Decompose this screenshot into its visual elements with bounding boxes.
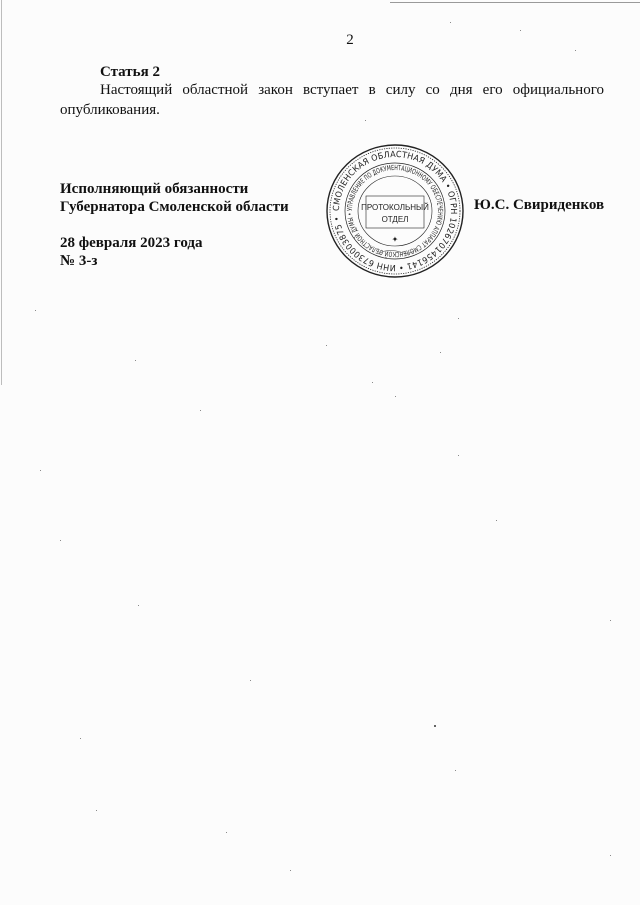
scan-speck <box>200 410 201 411</box>
scan-left-edge <box>1 0 2 385</box>
article-text: Настоящий областной закон вступает в силу со дня его официального опубликования. <box>60 82 604 118</box>
seal-star-icon: ✦ <box>391 235 399 244</box>
signer-position <box>60 180 289 216</box>
scan-speck <box>372 382 373 383</box>
scan-speck <box>575 50 576 51</box>
scan-speck <box>80 738 81 739</box>
seal-graphic <box>324 142 466 280</box>
scan-speck <box>250 680 251 681</box>
scan-speck <box>455 770 456 771</box>
signer-position-line1: Исполняющий обязанности <box>60 181 249 197</box>
scan-speck <box>365 120 366 121</box>
seal-center-line1: ПРОТОКОЛЬНЫЙ <box>361 203 429 212</box>
scan-speck <box>226 832 227 833</box>
seal-outer-text: СМОЛЕНСКАЯ ОБЛАСТНАЯ ДУМА • ОГРН 1026701456141 • ИНН 6730003875 • <box>331 149 459 273</box>
scan-speck <box>326 345 327 346</box>
scan-speck <box>458 455 459 456</box>
scan-top-edge <box>390 2 640 3</box>
scan-speck <box>40 470 41 471</box>
official-seal <box>324 142 466 280</box>
signer-position-line2: Губернатора Смоленской области <box>60 199 289 215</box>
scan-speck <box>35 310 36 311</box>
scan-speck <box>434 725 436 727</box>
scan-speck <box>96 810 97 811</box>
seal-center-line2: ОТДЕЛ <box>381 215 409 224</box>
scan-speck <box>450 22 451 23</box>
scan-speck <box>520 30 521 31</box>
scan-speck <box>135 360 136 361</box>
scan-speck <box>458 318 459 319</box>
scan-speck <box>395 396 396 397</box>
scan-speck <box>290 870 291 871</box>
document-details <box>60 234 203 270</box>
document-date: 28 февраля 2023 года <box>60 235 203 251</box>
scan-speck <box>610 855 611 856</box>
scan-speck <box>440 352 441 353</box>
signer-name: Ю.С. Свириденков <box>474 197 605 213</box>
page-number: 2 <box>346 32 354 48</box>
scan-speck <box>138 605 139 606</box>
scan-speck <box>60 540 61 541</box>
seal-inner-text: УПРАВЛЕНИЕ ПО ДОКУМЕНТАЦИОННОМУ ОБЕСПЕЧЕНИЮ АППАРАТ СМОЛЕНСКОЙ ОБЛАСТНОЙ ДУМЫ • <box>345 163 445 259</box>
scan-speck <box>496 520 497 521</box>
article-title: Статья 2 <box>100 64 160 80</box>
scan-speck <box>610 620 611 621</box>
document-number: № 3-з <box>60 253 98 269</box>
